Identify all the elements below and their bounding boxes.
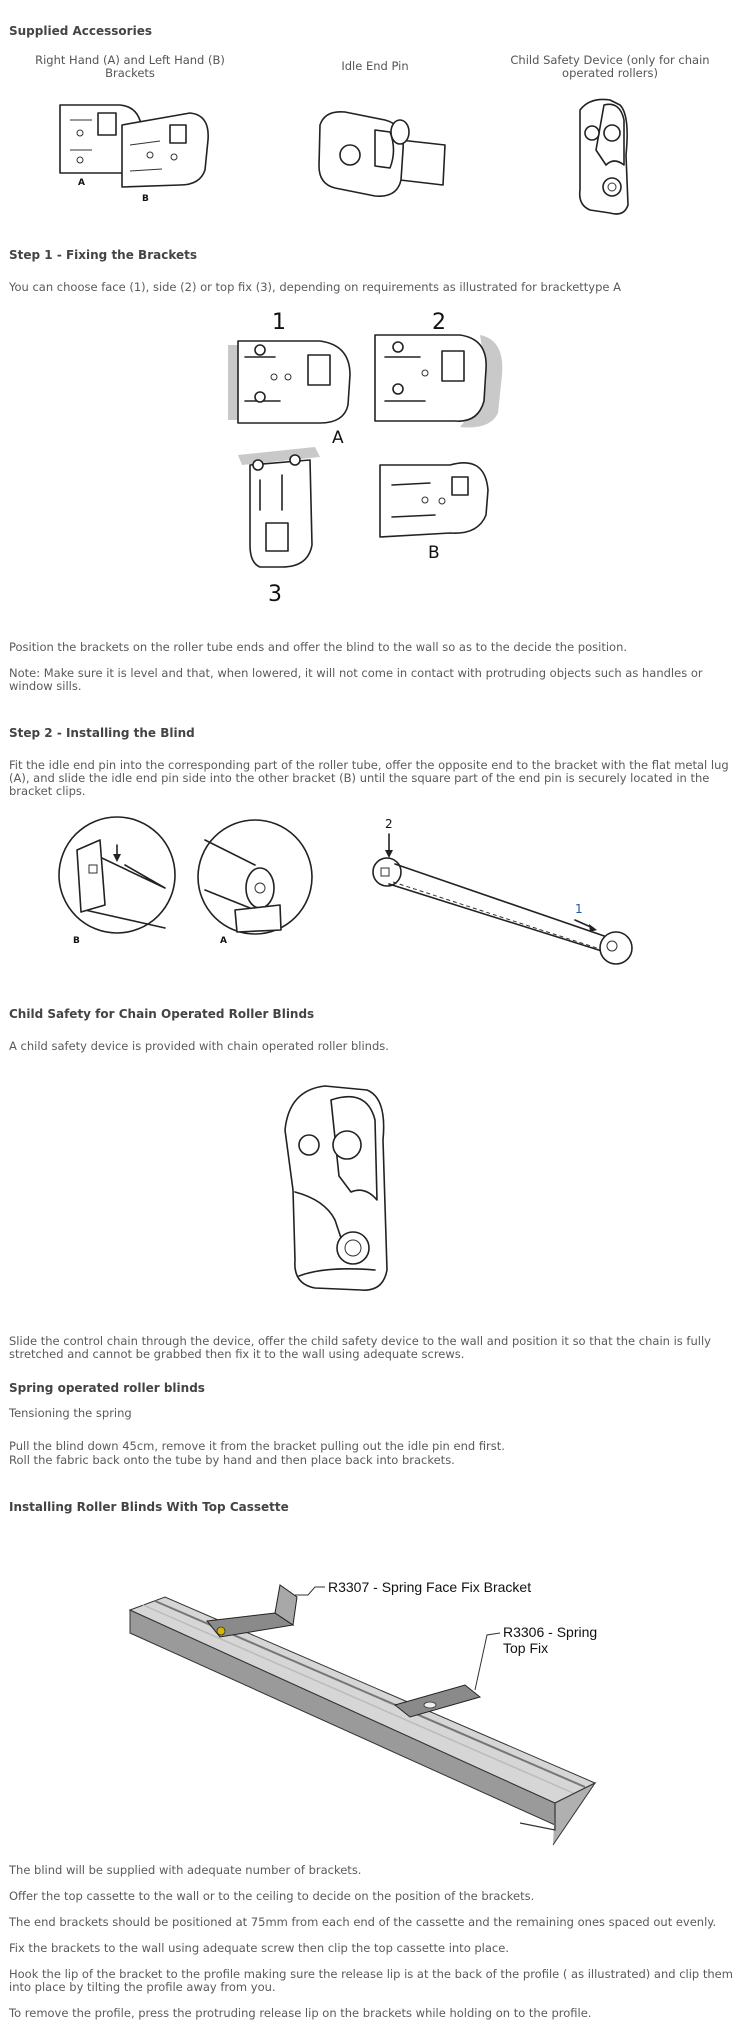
step2-label-a: A (220, 936, 227, 946)
callout-face-fix-bracket: R3307 - Spring Face Fix Bracket (328, 1579, 532, 1595)
brackets-ab-illustration (50, 95, 220, 210)
bracket-label-b: B (142, 194, 149, 204)
step2-text: Fit the idle end pin into the corresponding part of the roller tube, offer the opposite end to the bracket with the flat metal lug (A), and slide the idle end pin side into the other bracket (B) until the square part of the end pin is securely located in the bracket clips. (9, 758, 729, 798)
installing-blind-illustration (55, 810, 645, 970)
step1-heading: Step 1 - Fixing the Brackets (9, 248, 197, 262)
idle-end-pin-illustration (315, 100, 455, 205)
fix-label-3: 3 (268, 582, 282, 607)
spring-subheading: Tensioning the spring (9, 1406, 132, 1420)
child-safety-device-small (570, 95, 650, 220)
bracket-label-a: A (78, 178, 85, 188)
cassette-paragraph-4: Fix the brackets to the wall using adequate screw then clip the top cassette into place. (9, 1941, 509, 1955)
step2-label-2: 2 (385, 817, 393, 831)
cassette-heading: Installing Roller Blinds With Top Cassette (9, 1500, 289, 1514)
callout-top-fix-line2: Top Fix (503, 1640, 549, 1656)
spring-heading: Spring operated roller blinds (9, 1381, 205, 1395)
spring-line1: Pull the blind down 45cm, remove it from the bracket pulling out the idle pin end first. (9, 1439, 505, 1453)
caption-brackets: Right Hand (A) and Left Hand (B) Brackets (35, 53, 225, 80)
step1-intro: You can choose face (1), side (2) or top fix (3), depending on requirements as illustrated for brackettype A (9, 280, 621, 294)
child-safety-text: A child safety device is provided with chain operated roller blinds. (9, 1039, 389, 1053)
caption-child-safety-device: Child Safety Device (only for chain operated rollers) (510, 53, 710, 80)
spring-line2: Roll the fabric back onto the tube by hand and then place back into brackets. (9, 1453, 455, 1467)
step1-note: Note: Make sure it is level and that, when lowered, it will not come in contact with protruding objects such as handles or window sills. (9, 666, 703, 693)
step2-label-b: B (73, 936, 80, 946)
fix-label-a: A (332, 428, 344, 448)
step2-label-1: 1 (575, 902, 583, 916)
fixing-brackets-illustration (220, 305, 540, 615)
cassette-paragraph-3: The end brackets should be positioned at 75mm from each end of the cassette and the remaining ones spaced out evenly. (9, 1915, 717, 1929)
child-safety-after-text: Slide the control chain through the device, offer the child safety device to the wall and position it so that the chain is fully stretched and cannot be grabbed then fix it to the wall using adequate screws. (9, 1334, 711, 1361)
accessories-heading: Supplied Accessories (9, 24, 152, 38)
fix-label-2: 2 (432, 310, 446, 335)
cassette-paragraph-1: The blind will be supplied with adequate number of brackets. (9, 1863, 362, 1877)
step2-heading: Step 2 - Installing the Blind (9, 726, 195, 740)
cassette-paragraph-6: To remove the profile, press the protruding release lip on the brackets while holding on to the profile. (9, 2006, 592, 2020)
callout-top-fix-line1: R3306 - Spring (503, 1624, 598, 1640)
child-safety-device-illustration (275, 1080, 405, 1300)
child-safety-heading: Child Safety for Chain Operated Roller Blinds (9, 1007, 315, 1021)
fix-label-1: 1 (272, 310, 286, 335)
cassette-paragraph-5: Hook the lip of the bracket to the profile making sure the release lip is at the back of the profile ( as illustrated) and clip them into place by tilting the profile away from you. (9, 1967, 733, 1994)
step1-position-text: Position the brackets on the roller tube ends and offer the blind to the wall so as to the decide the position. (9, 640, 628, 654)
cassette-paragraph-2: Offer the top cassette to the wall or to the ceiling to decide on the position of the brackets. (9, 1889, 535, 1903)
top-cassette-illustration (125, 1525, 645, 1845)
caption-idle-end-pin: Idle End Pin (341, 59, 409, 73)
fix-label-b: B (428, 543, 440, 563)
